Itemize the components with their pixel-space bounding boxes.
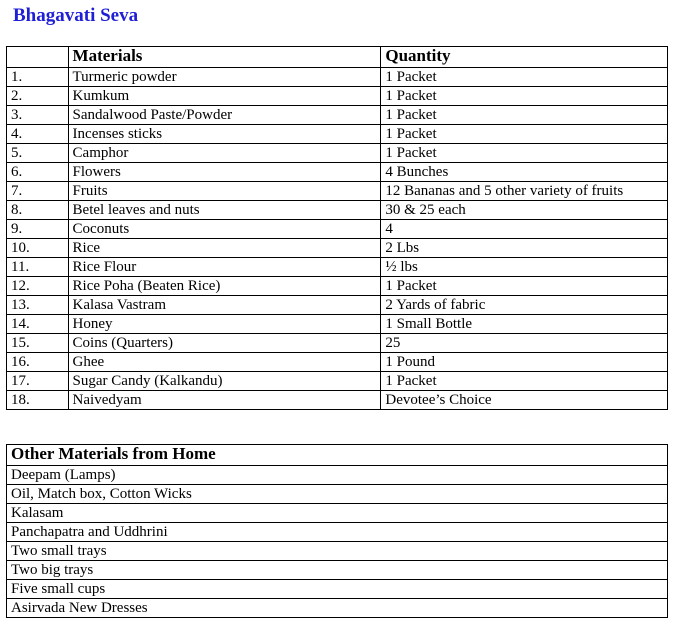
page-title: Bhagavati Seva (13, 5, 139, 26)
table-row (7, 68, 668, 87)
row-number: 4. (7, 125, 69, 144)
table-row (7, 125, 668, 144)
row-number: 7. (7, 182, 69, 201)
table-header-row (7, 445, 668, 466)
table-row (7, 561, 668, 580)
header-other-materials: Other Materials from Home (7, 445, 668, 466)
row-quantity: ½ lbs (381, 258, 668, 277)
row-material: Kalasa Vastram (68, 296, 381, 315)
table-row (7, 87, 668, 106)
row-material: Fruits (68, 182, 381, 201)
other-material-item: Kalasam (7, 504, 668, 523)
table-row (7, 163, 668, 182)
row-quantity: 1 Packet (381, 125, 668, 144)
table-row (7, 182, 668, 201)
row-quantity: 1 Packet (381, 144, 668, 163)
row-quantity: 1 Packet (381, 87, 668, 106)
table-row (7, 201, 668, 220)
row-quantity: 1 Pound (381, 353, 668, 372)
table-row (7, 542, 668, 561)
table-header-row (7, 47, 668, 68)
table-row (7, 504, 668, 523)
row-number: 17. (7, 372, 69, 391)
row-material: Honey (68, 315, 381, 334)
row-number: 16. (7, 353, 69, 372)
table-row (7, 106, 668, 125)
row-quantity: 4 (381, 220, 668, 239)
header-quantity: Quantity (381, 47, 668, 68)
table-row (7, 466, 668, 485)
table-row (7, 296, 668, 315)
row-material: Sandalwood Paste/Powder (68, 106, 381, 125)
other-material-item: Oil, Match box, Cotton Wicks (7, 485, 668, 504)
other-material-item: Five small cups (7, 580, 668, 599)
row-number: 18. (7, 391, 69, 410)
row-number: 11. (7, 258, 69, 277)
row-quantity: 1 Packet (381, 372, 668, 391)
row-number: 2. (7, 87, 69, 106)
materials-table (6, 46, 668, 410)
row-number: 13. (7, 296, 69, 315)
row-material: Sugar Candy (Kalkandu) (68, 372, 381, 391)
row-quantity: 1 Small Bottle (381, 315, 668, 334)
row-material: Naivedyam (68, 391, 381, 410)
row-number: 9. (7, 220, 69, 239)
row-quantity: Devotee’s Choice (381, 391, 668, 410)
row-number: 3. (7, 106, 69, 125)
row-material: Flowers (68, 163, 381, 182)
table-row (7, 239, 668, 258)
row-number: 8. (7, 201, 69, 220)
table-row (7, 372, 668, 391)
other-material-item: Deepam (Lamps) (7, 466, 668, 485)
table-row (7, 485, 668, 504)
table-row (7, 599, 668, 618)
table-row (7, 334, 668, 353)
row-material: Turmeric powder (68, 68, 381, 87)
other-material-item: Panchapatra and Uddhrini (7, 523, 668, 542)
row-number: 5. (7, 144, 69, 163)
row-material: Coconuts (68, 220, 381, 239)
table-row (7, 391, 668, 410)
row-material: Camphor (68, 144, 381, 163)
table-row (7, 315, 668, 334)
other-material-item: Two big trays (7, 561, 668, 580)
table-row (7, 353, 668, 372)
row-number: 1. (7, 68, 69, 87)
table-row (7, 580, 668, 599)
row-quantity: 12 Bananas and 5 other variety of fruits (381, 182, 668, 201)
row-quantity: 2 Yards of fabric (381, 296, 668, 315)
row-material: Betel leaves and nuts (68, 201, 381, 220)
row-quantity: 25 (381, 334, 668, 353)
table-row (7, 523, 668, 542)
row-material: Rice Poha (Beaten Rice) (68, 277, 381, 296)
row-quantity: 1 Packet (381, 68, 668, 87)
header-number (7, 47, 69, 68)
other-material-item: Asirvada New Dresses (7, 599, 668, 618)
row-material: Coins (Quarters) (68, 334, 381, 353)
row-quantity: 4 Bunches (381, 163, 668, 182)
row-material: Rice (68, 239, 381, 258)
row-number: 10. (7, 239, 69, 258)
row-number: 14. (7, 315, 69, 334)
row-quantity: 30 & 25 each (381, 201, 668, 220)
row-number: 15. (7, 334, 69, 353)
row-number: 12. (7, 277, 69, 296)
row-quantity: 1 Packet (381, 106, 668, 125)
other-materials-table (6, 444, 668, 618)
header-materials: Materials (68, 47, 381, 68)
row-material: Incenses sticks (68, 125, 381, 144)
row-quantity: 2 Lbs (381, 239, 668, 258)
table-row (7, 220, 668, 239)
table-row (7, 144, 668, 163)
row-number: 6. (7, 163, 69, 182)
row-quantity: 1 Packet (381, 277, 668, 296)
row-material: Rice Flour (68, 258, 381, 277)
table-row (7, 258, 668, 277)
other-material-item: Two small trays (7, 542, 668, 561)
table-row (7, 277, 668, 296)
row-material: Ghee (68, 353, 381, 372)
row-material: Kumkum (68, 87, 381, 106)
